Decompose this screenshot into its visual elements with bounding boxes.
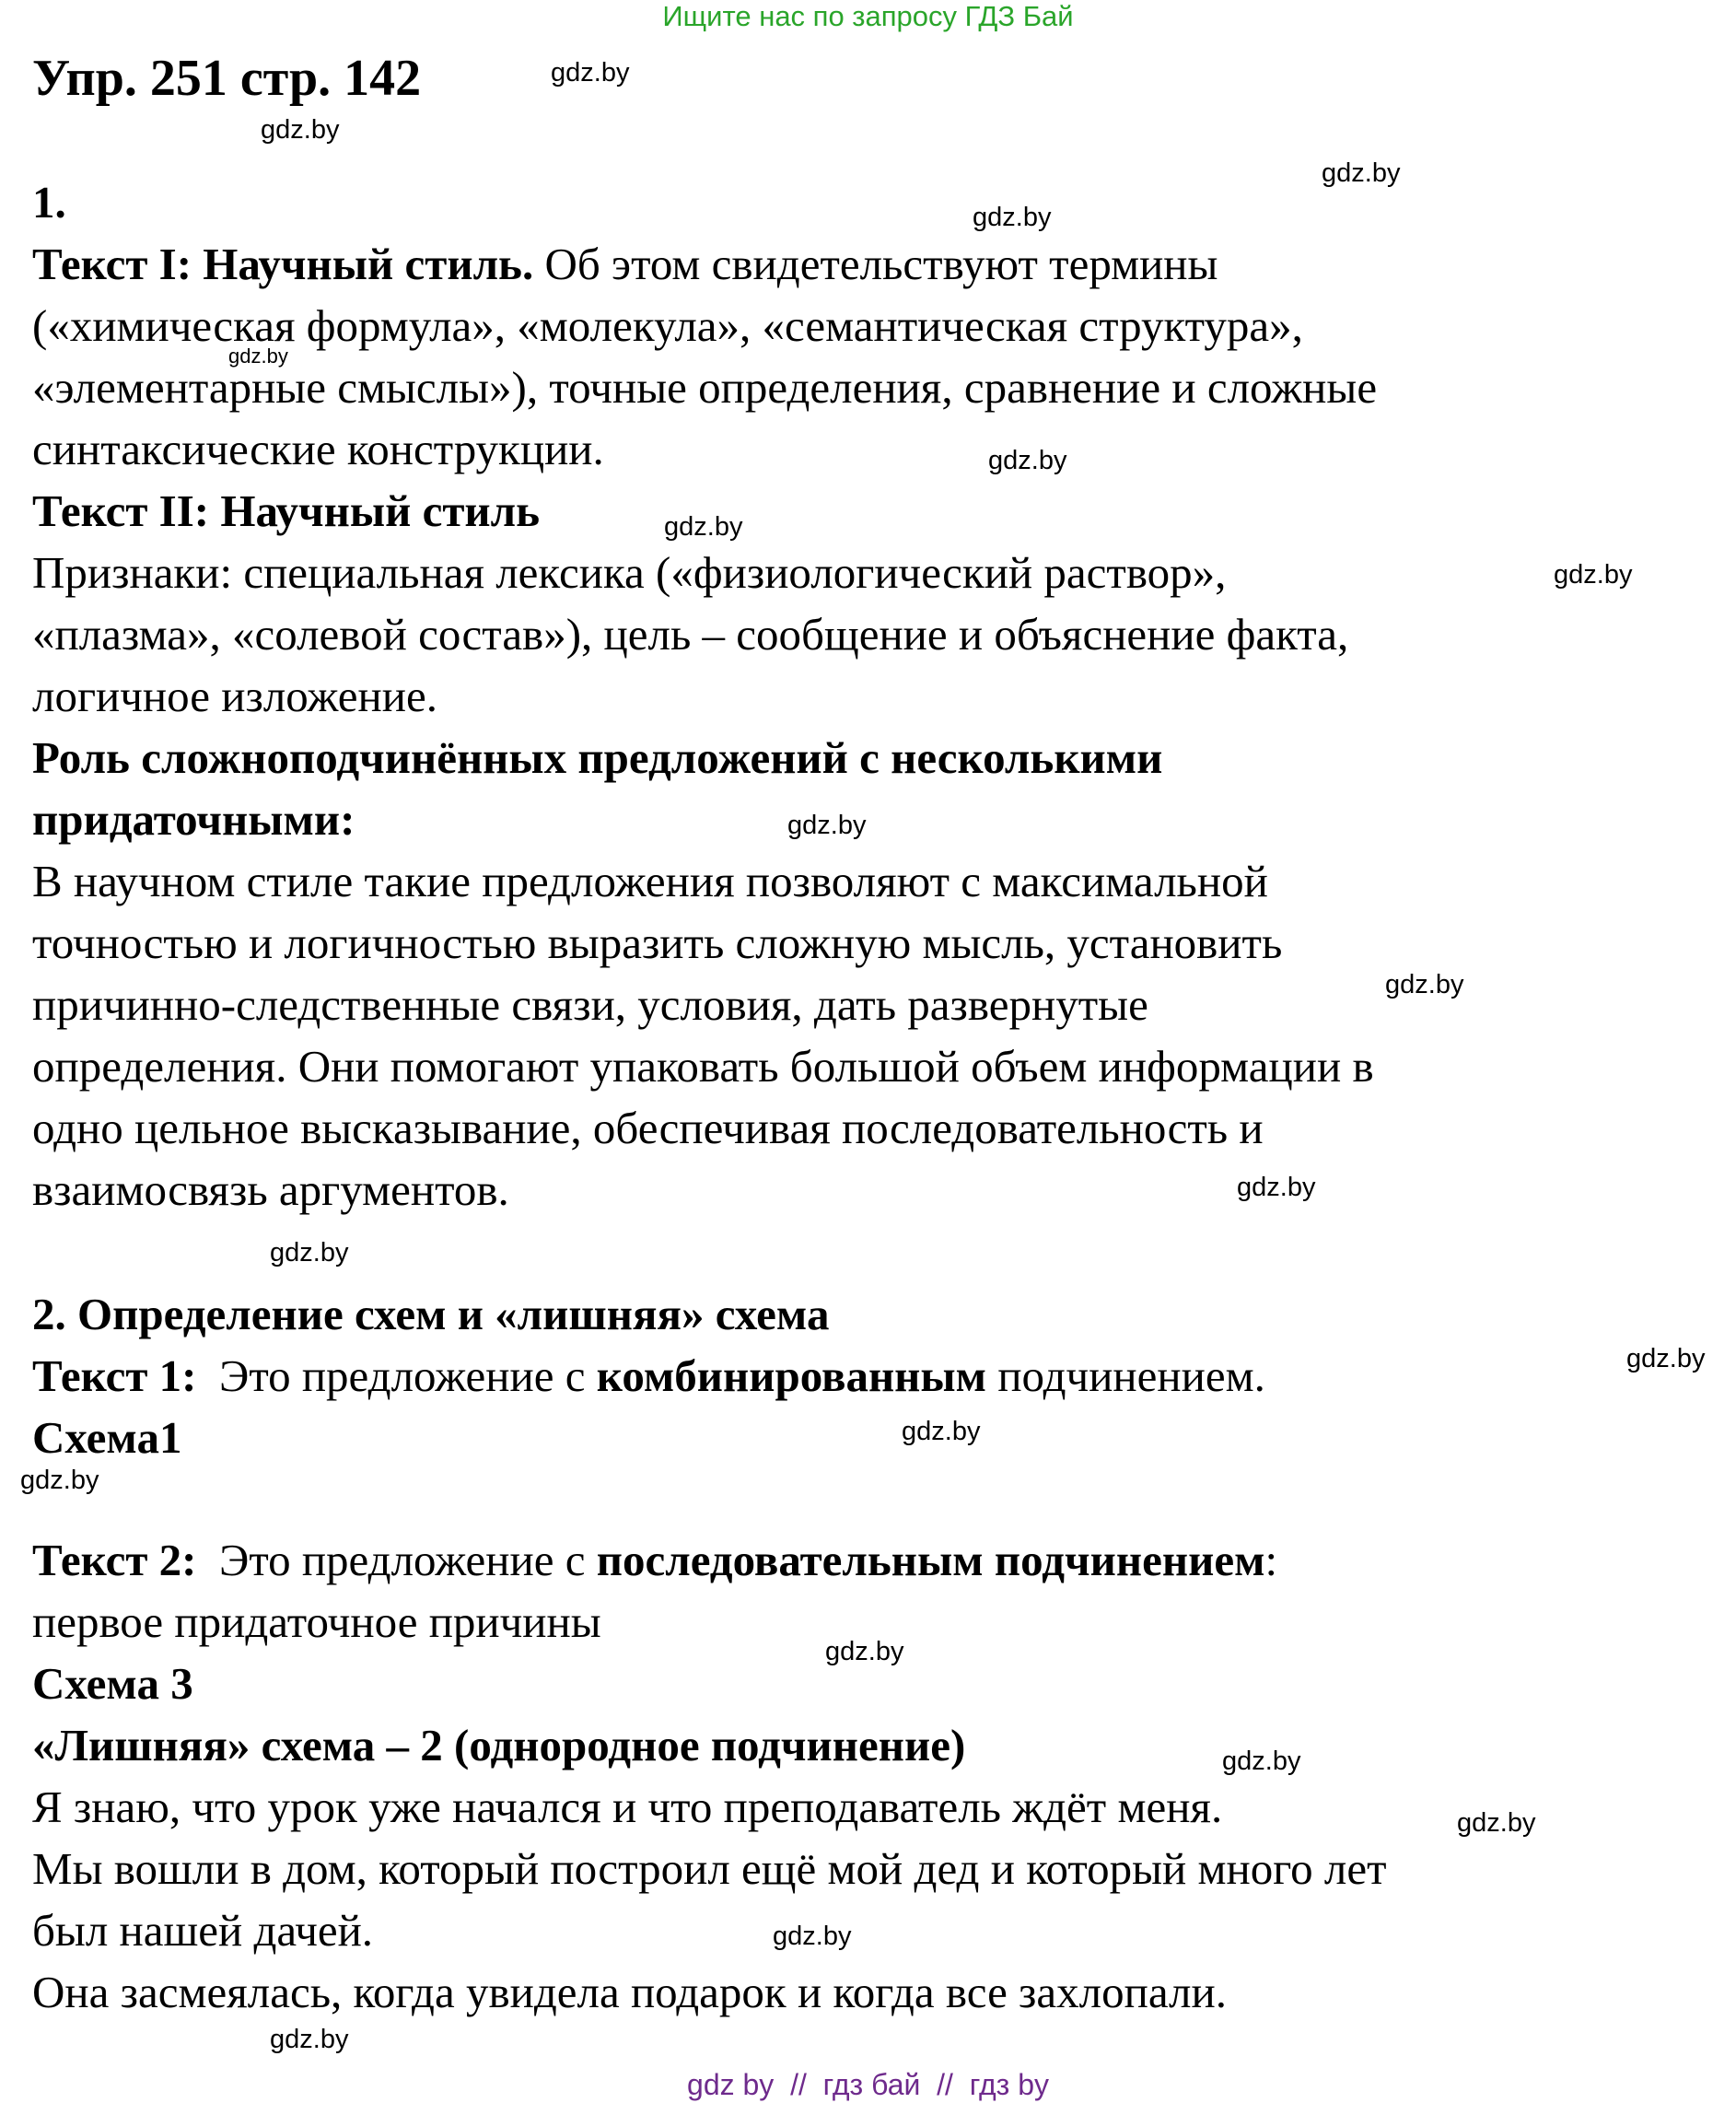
schema-3-label: Схема 3 <box>32 1658 193 1709</box>
text-2-description: Текст 2: Это предложение с последовательным подчинением: <box>32 1535 1278 1585</box>
watermark: gdz.by <box>902 1417 981 1446</box>
text-2-description-line: первое придаточное причины <box>32 1596 601 1647</box>
top-banner: Ищите нас по запросу ГДЗ Бай <box>662 0 1074 32</box>
role-heading: придаточными: <box>32 794 355 845</box>
footer-links: gdz by // гдз бай // гдз by <box>687 2068 1049 2101</box>
watermark: gdz.by <box>270 2025 349 2054</box>
text-2-line: логичное изложение. <box>32 671 437 721</box>
text-1-line: («химическая формула», «молекула», «семантическая структура», <box>32 300 1303 351</box>
example-sentence: Я знаю, что урок уже начался и что преподаватель ждёт меня. <box>32 1782 1223 1832</box>
example-sentence: Мы вошли в дом, который построил ещё мой дед и который много лет <box>32 1843 1387 1894</box>
role-paragraph-line: причинно-следственные связи, условия, дать развернутые <box>32 979 1148 1030</box>
section-2-title: 2. Определение схем и «лишняя» схема <box>32 1289 830 1339</box>
watermark: gdz.by <box>1322 158 1401 188</box>
text-1-line: Текст I: Научный стиль. Об этом свидетельствуют термины <box>32 239 1218 289</box>
text-2-line: «плазма», «солевой состав»), цель – сообщение и объяснение факта, <box>32 609 1349 660</box>
watermark: gdz.by <box>1626 1344 1706 1373</box>
watermark: gdz.by <box>551 58 630 88</box>
text-1-line: «элементарные смыслы»), точные определения, сравнение и сложные <box>32 362 1378 413</box>
example-sentence: Она засмеялась, когда увидела подарок и когда все захлопали. <box>32 1967 1227 2017</box>
watermark: gdz.by <box>787 811 867 840</box>
page-title: Упр. 251 стр. 142 <box>32 50 422 107</box>
watermark: gdz.by <box>1385 970 1464 999</box>
extra-schema-heading: «Лишняя» схема – 2 (однородное подчинение) <box>32 1720 966 1770</box>
text-1-description: Текст 1: Это предложение с комбинированным подчинением. <box>32 1350 1265 1401</box>
role-paragraph-line: взаимосвязь аргументов. <box>32 1164 509 1215</box>
watermark: gdz.by <box>261 115 340 145</box>
role-paragraph-line: точностью и логичностью выразить сложную мысль, установить <box>32 917 1283 968</box>
section-1 <box>32 171 1377 1221</box>
role-paragraph-line: В научном стиле такие предложения позволяют с максимальной <box>32 856 1268 906</box>
watermark: gdz.by <box>1457 1808 1536 1838</box>
role-heading: Роль сложноподчинённых предложений с несколькими <box>32 732 1163 783</box>
watermark: gdz.by <box>228 345 288 368</box>
text-2-line: Признаки: специальная лексика («физиологический раствор», <box>32 547 1227 598</box>
example-sentence: был нашей дачей. <box>32 1905 374 1956</box>
watermark: gdz.by <box>270 1238 349 1268</box>
watermark: gdz.by <box>973 203 1052 232</box>
role-paragraph-line: одно цельное высказывание, обеспечивая последовательность и <box>32 1103 1264 1153</box>
section-2-top <box>32 1283 1265 1468</box>
watermark: gdz.by <box>1222 1747 1301 1776</box>
text-2-label: Текст II: Научный стиль <box>32 485 541 536</box>
text-1-label: Текст I: Научный стиль. <box>32 239 534 289</box>
watermark: gdz.by <box>773 1922 852 1951</box>
section-2-bottom <box>32 1529 1387 2023</box>
text-1-line: синтаксические конструкции. <box>32 424 604 474</box>
watermark: gdz.by <box>1237 1173 1316 1202</box>
watermark: gdz.by <box>664 512 743 542</box>
section-1-number: 1. <box>32 177 66 228</box>
schema-1-label: Схема1 <box>32 1412 182 1463</box>
role-paragraph-line: определения. Они помогают упаковать большой объем информации в <box>32 1041 1374 1092</box>
watermark: gdz.by <box>1554 560 1633 590</box>
watermark: gdz.by <box>20 1466 99 1495</box>
watermark: gdz.by <box>825 1637 904 1666</box>
watermark: gdz.by <box>988 446 1067 475</box>
